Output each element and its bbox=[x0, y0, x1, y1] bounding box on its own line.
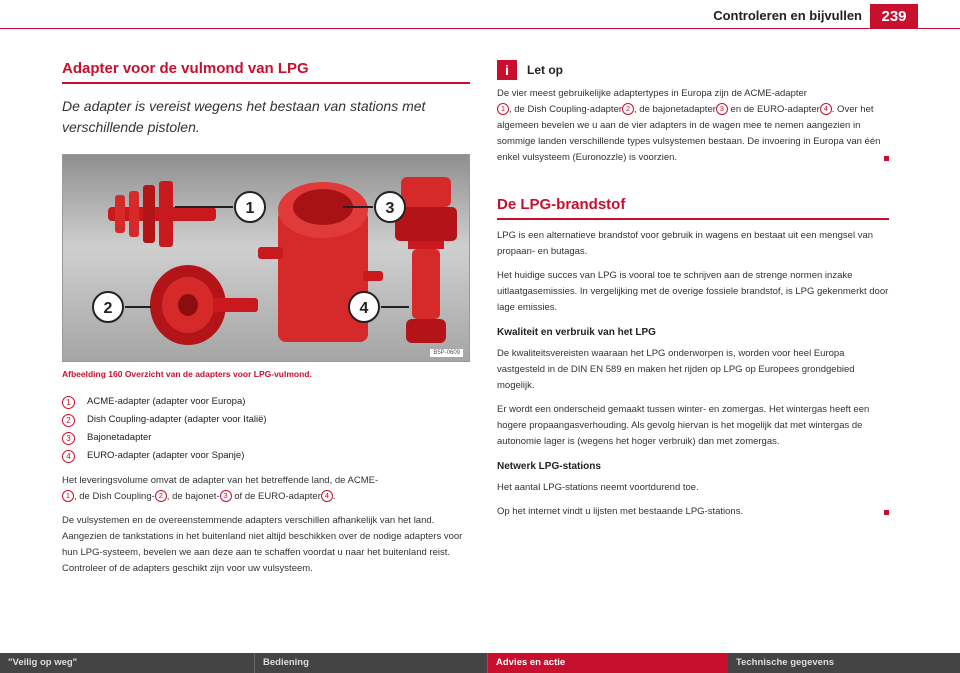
dish-adapter-drawing bbox=[150, 265, 258, 345]
paragraph-lpg-success: Het huidige succes van LPG is vooral toe te schrijven aan de strenge normen inzake uitlaatgasemissies. In vergelijking met de overige fossiele brandstof, is LPG gekenmerkt door lage emissies. bbox=[497, 270, 889, 313]
legend-number: 4 bbox=[62, 450, 75, 463]
footer-tab-technisch[interactable]: Technische gegevens bbox=[736, 657, 835, 668]
section-heading-adapter: Adapter voor de vulmond van LPG bbox=[62, 60, 470, 84]
footer-tab-bediening[interactable]: Bediening bbox=[255, 653, 488, 673]
lpg-section bbox=[497, 196, 889, 520]
end-mark bbox=[884, 510, 889, 515]
info-icon: i bbox=[497, 60, 517, 80]
paragraph-winter-gas: Er wordt een onderscheid gemaakt tussen winter- en zomergas. Het wintergas heeft een hogere propaangasverhouding. Als gevolg hiervan is het mogelijk dat met wintergas de autonomie lager is (wegens het hoger verbruik) dan met zomergas. bbox=[497, 404, 870, 447]
note-title: Let op bbox=[527, 63, 563, 77]
legend-item bbox=[62, 447, 470, 465]
right-column bbox=[497, 60, 889, 520]
paragraph-quality: De kwaliteitsvereisten waaraan het LPG onderworpen is, worden voor heel Europa vastgesteld in de DIN EN 589 en maken het rijden op LPG op Europees grondgebied mogelijk. bbox=[497, 348, 855, 391]
lead-text: De adapter is vereist wegens het bestaan van stations met verschillende pistolen. bbox=[62, 98, 426, 135]
callout-2 bbox=[93, 292, 123, 322]
legend-item bbox=[62, 411, 470, 429]
figure-code: B5P-0609 bbox=[430, 349, 463, 357]
svg-text:2: 2 bbox=[103, 300, 113, 317]
legend-item bbox=[62, 429, 470, 447]
callout-1 bbox=[235, 192, 265, 222]
paragraph-delivery: Het leveringsvolume omvat de adapter van het betreffende land, de ACME- 1 , de Dish Coupling- 2 , de bajonet- 3 of de EURO-adapter 4 . bbox=[62, 475, 379, 502]
adapters-illustration bbox=[63, 155, 469, 361]
callout-4 bbox=[349, 292, 379, 322]
footer-tab-advies[interactable]: Advies en actie bbox=[488, 653, 728, 673]
subheading-network: Netwerk LPG-stations bbox=[497, 461, 601, 472]
svg-text:1: 1 bbox=[245, 200, 255, 217]
legend-text: Bajonetadapter bbox=[87, 432, 152, 443]
svg-text:3: 3 bbox=[385, 200, 395, 217]
callout-3 bbox=[375, 192, 405, 222]
legend-item bbox=[62, 393, 470, 411]
note-text: De vier meest gebruikelijke adaptertypes in Europa zijn de ACME-adapter 1 , de Dish Coupling-adapter 2 , de bajonetadapter 3 en de EURO-adapter 4 . Over het algemeen bevelen we u aan de vier adapters in de wagen mee te nemen aangezien in sommige landen verschillende types vulsystemen bestaan. De invoering in Europa van één enkel vulsysteem (Euronozzle) is voorzien. bbox=[497, 86, 889, 166]
legend-text: Dish Coupling-adapter (adapter voor Italië) bbox=[87, 414, 267, 425]
paragraph-lpg-intro: LPG is een alternatieve brandstof voor gebruik in wagens en bestaat uit een mengsel van propaan- en butagas. bbox=[497, 230, 874, 257]
paragraph-internet: Op het internet vindt u lijsten met bestaande LPG-stations. bbox=[497, 504, 889, 520]
svg-text:4: 4 bbox=[359, 300, 369, 317]
figure-caption: Afbeelding 160 Overzicht van de adapters voor LPG-vulmond. bbox=[62, 369, 312, 379]
legend-text: ACME-adapter (adapter voor Europa) bbox=[87, 396, 246, 407]
page-number: 239 bbox=[870, 4, 918, 29]
section-heading-lpg: De LPG-brandstof bbox=[497, 196, 889, 220]
subheading-quality: Kwaliteit en verbruik van het LPG bbox=[497, 327, 656, 338]
legend-number: 2 bbox=[62, 414, 75, 427]
header-rule bbox=[0, 28, 960, 29]
paragraph-systems: De vulsystemen en de overeenstemmende adapters verschillen afhankelijk van het land. Aangezien de tankstations in het buitenland niet altijd beschikken over de nodige adapters voor hun LPG-systeem, bevelen we aan deze aan te schaffen voordat u naar het buitenland reist. Controleer of de adapters geschikt zijn voor uw vulsysteem. bbox=[62, 515, 463, 574]
left-column bbox=[62, 60, 470, 577]
acme-adapter-drawing bbox=[108, 181, 216, 247]
legend-list bbox=[62, 393, 470, 465]
running-header: Controleren en bijvullen bbox=[713, 8, 862, 23]
note-header bbox=[497, 60, 889, 80]
legend-number: 3 bbox=[62, 432, 75, 445]
adapter-figure bbox=[62, 154, 470, 362]
footer-nav bbox=[0, 653, 960, 673]
end-mark bbox=[884, 156, 889, 161]
paragraph-network: Het aantal LPG-stations neemt voortdurend toe. bbox=[497, 482, 699, 493]
legend-number: 1 bbox=[62, 396, 75, 409]
footer-tab-veilig[interactable]: "Veilig op weg" bbox=[0, 653, 255, 673]
legend-text: EURO-adapter (adapter voor Spanje) bbox=[87, 450, 245, 461]
